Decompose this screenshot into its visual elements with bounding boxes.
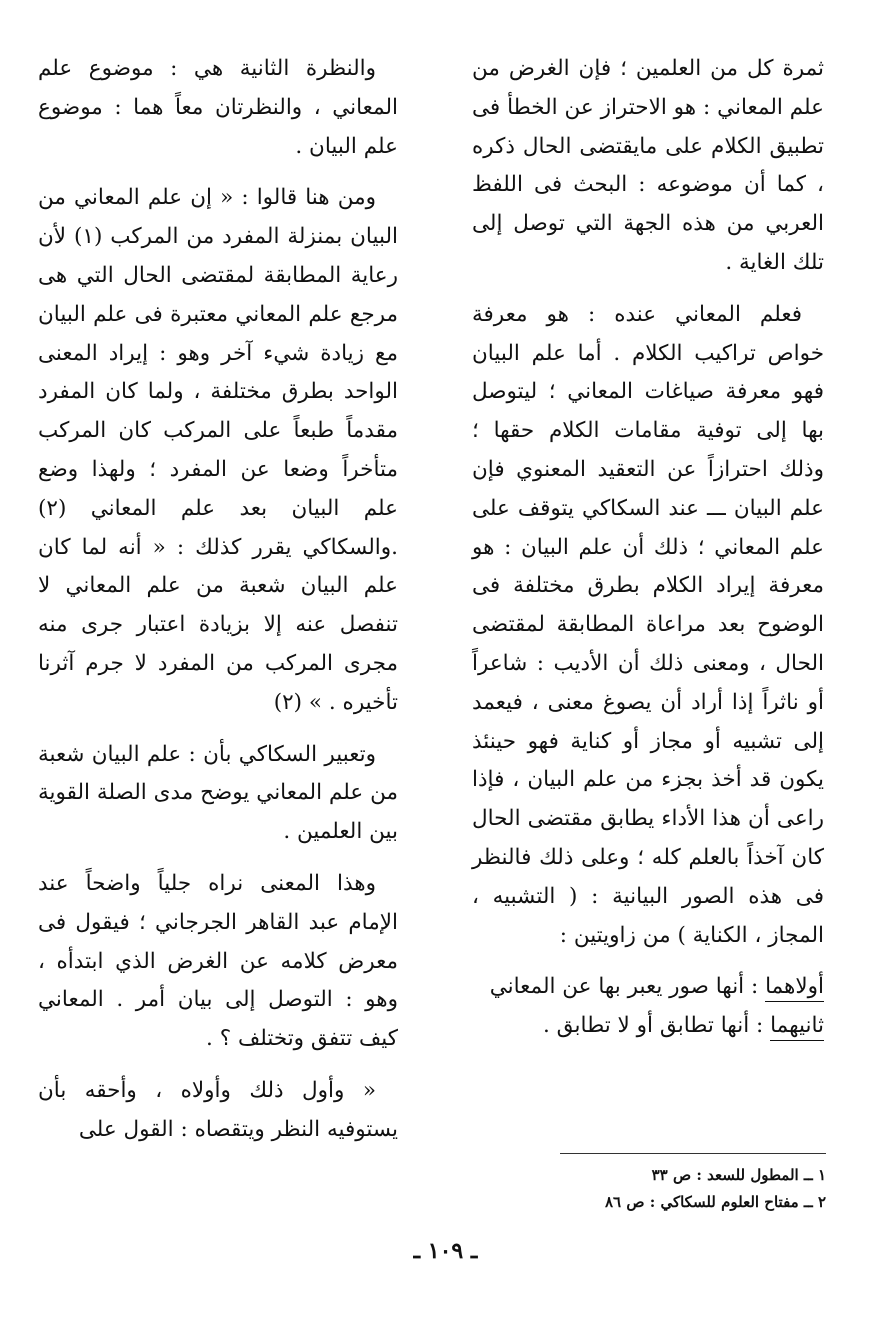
footnotes bbox=[460, 1162, 826, 1216]
list-item-key: أولاهما bbox=[765, 974, 824, 1002]
footnote-divider bbox=[560, 1153, 826, 1154]
left-column bbox=[38, 50, 398, 1163]
page-number: ـ ١٠٩ ـ bbox=[413, 1238, 478, 1264]
paragraph: والنظرة الثانية هي : موضوع علم المعاني ، والنظرتان معاً هما : موضوع علم البيان . bbox=[38, 56, 398, 159]
list-item-text: : أنها صور يعبر بها عن المعاني bbox=[489, 974, 766, 1000]
footnote: ١ ــ المطول للسعد : ص ٣٣ bbox=[651, 1166, 826, 1184]
list-item-text: : أنها تطابق أو لا تطابق . bbox=[542, 1013, 771, 1039]
paragraph: ومن هنا قالوا : « إن علم المعاني من البيان بمنزلة المفرد من المركب (١) لأن رعاية المطابقة لمقتضى الحال التي هى مرجع علم المعاني معتبرة فى علم البيان مع زيادة شيء آخر وهو : إيراد المعنى الواحد بطرق مختلفة ، ولما كان المفرد مقدماً طبعاً على المركب كان المركب متأخراً وضعا عن المفرد ؛ ولهذا وضع علم البيان بعد علم المعاني (٢) .والسكاكي يقرر كذلك : « أنه لما كان علم البيان شعبة من علم المعاني لا تنفصل عنه إلا بزيادة اعتبار جرى منه مجرى المركب من المفرد لا جرم آثرنا تأخيره . » (٢) bbox=[38, 185, 398, 715]
two-angles-list bbox=[472, 968, 824, 1046]
list-item bbox=[472, 968, 824, 1007]
footnote: ٢ ــ مفتاح العلوم للسكاكي : ص ٨٦ bbox=[605, 1193, 826, 1211]
right-column bbox=[472, 50, 824, 1046]
paragraph: ثمرة كل من العلمين ؛ فإن الغرض من علم المعاني : هو الاحتراز عن الخطأ فى تطبيق الكلام على مايقتضى الحال ذكره ، كما أن موضوعه : البحث فى اللفظ العربي من هذه الجهة التي توصل إلى تلك الغاية . bbox=[472, 56, 824, 275]
paragraph: وهذا المعنى نراه جلياً واضحاً عند الإمام عبد القاهر الجرجاني ؛ فيقول فى معرض كلامه عن الغرض الذي ابتدأه ، وهو : التوصل إلى بيان أمر . المعاني كيف تتفق وتختلف ؟ . bbox=[38, 870, 398, 1052]
paragraph: وتعبير السكاكي بأن : علم البيان شعبة من علم المعاني يوضح مدى الصلة القوية بين العلمين . bbox=[38, 741, 398, 845]
list-item bbox=[472, 1007, 824, 1046]
list-item-key: ثانيهما bbox=[770, 1013, 824, 1041]
paragraph: « وأول ذلك وأولاه ، وأحقه بأن يستوفيه النظر ويتقصاه : القول على bbox=[38, 1077, 398, 1142]
paragraph: فعلم المعاني عنده : هو معرفة خواص تراكيب الكلام . أما علم البيان فهو معرفة صياغات المعاني ؛ ليتوصل بها إلى توفية مقامات الكلام حقها ؛ وذلك احترازاً عن التعقيد المعنوي فإن علم البيان ـــ عند السكاكي يتوقف على علم المعاني ؛ ذلك أن علم البيان : هو معرفة إيراد الكلام بطرق مختلفة فى الوضوح بعد مراعاة المطابقة لمقتضى الحال ، ومعنى ذلك أن الأديب : شاعراً أو ناثراً إذا أراد أن يصوغ معنى ، فيعمد إلى تشبيه أو مجاز أو كناية فهو حينئذ يكون قد أخذ بجزء من علم البيان ، فإذا راعى أن هذا الأداء يطابق مقتضى الحال كان آخذاً بالعلم كله ؛ وعلى ذلك فالنظر فى هذه الصور البيانية : ( التشبيه ، المجاز ، الكناية ) من زاويتين : bbox=[472, 301, 824, 948]
